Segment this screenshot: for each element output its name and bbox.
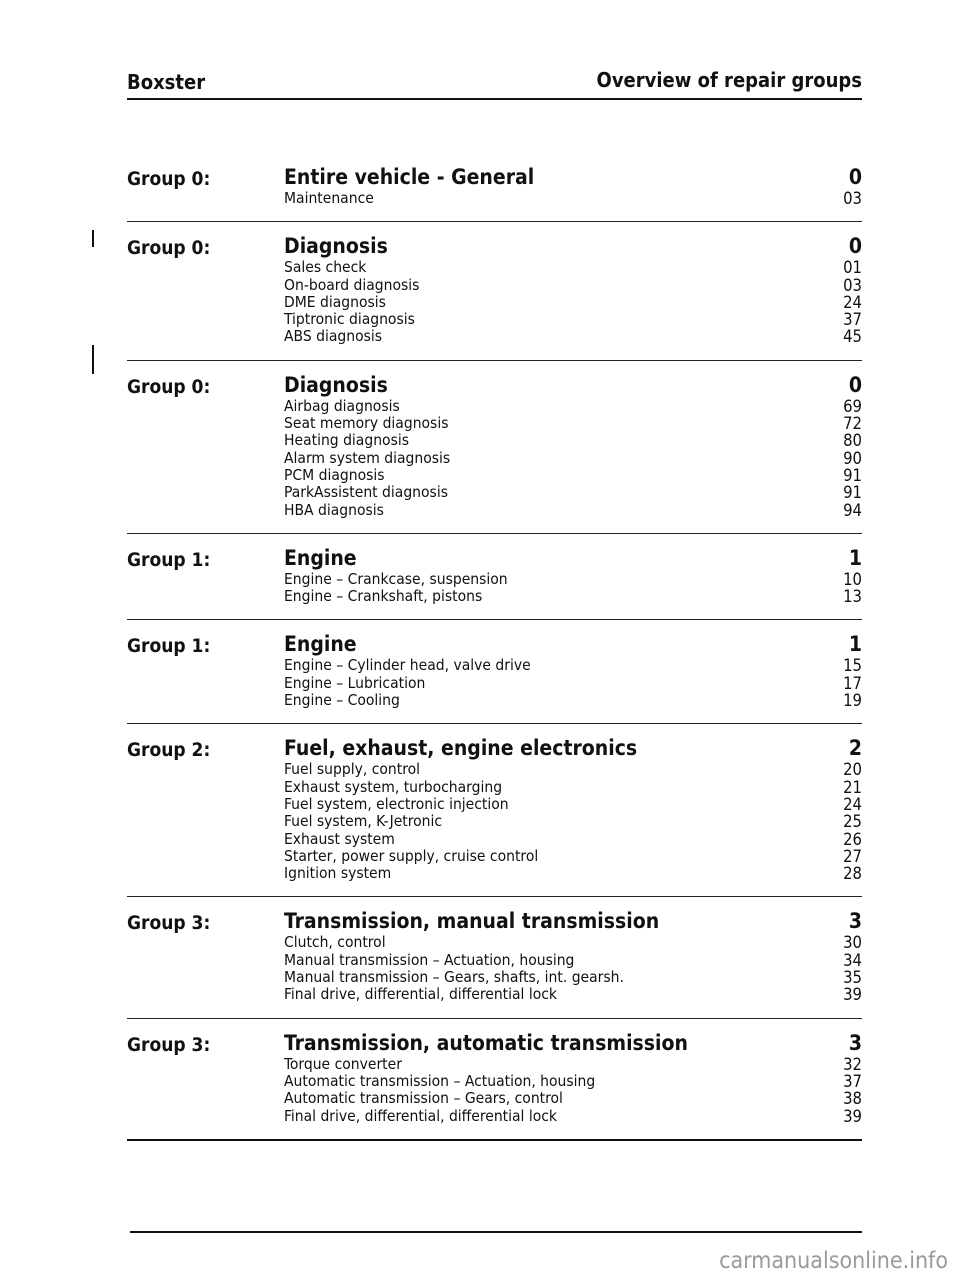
subgroup-row bbox=[284, 865, 862, 882]
subgroup-title: Clutch, control bbox=[284, 933, 386, 952]
subgroup-number: 13 bbox=[843, 587, 862, 607]
subgroup-title: Fuel supply, control bbox=[284, 760, 420, 779]
subgroup-title: ParkAssistent diagnosis bbox=[284, 483, 448, 502]
subgroup-number: 35 bbox=[843, 968, 862, 988]
subgroup-title: Engine – Crankcase, suspension bbox=[284, 569, 508, 588]
subgroup-list bbox=[284, 1056, 862, 1125]
subgroup-number: 24 bbox=[843, 292, 862, 312]
page-header bbox=[127, 70, 862, 98]
subgroup-number: 69 bbox=[843, 396, 862, 416]
group-number: 0 bbox=[848, 372, 862, 397]
subgroup-number: 39 bbox=[843, 1106, 862, 1126]
subgroup-title: Manual transmission – Gears, shafts, int. gearsh. bbox=[284, 968, 624, 987]
subgroup-row bbox=[284, 467, 862, 484]
subgroup-title: Final drive, differential, differential lock bbox=[284, 985, 558, 1004]
repair-group bbox=[127, 909, 862, 1018]
subgroup-number: 37 bbox=[843, 310, 862, 330]
subgroup-row bbox=[284, 259, 862, 276]
group-label: Group 3: bbox=[127, 1033, 211, 1056]
change-marker bbox=[92, 230, 94, 247]
group-title-row bbox=[284, 546, 862, 570]
subgroup-number: 34 bbox=[843, 950, 862, 970]
subgroup-number: 21 bbox=[843, 777, 862, 797]
subgroup-title: Maintenance bbox=[284, 189, 374, 207]
group-number: 1 bbox=[848, 632, 862, 657]
subgroup-number: 15 bbox=[843, 656, 862, 676]
subgroup-number: 45 bbox=[843, 327, 862, 347]
subgroup-row bbox=[284, 398, 862, 415]
subgroup-row bbox=[284, 813, 862, 830]
subgroup-row bbox=[284, 952, 862, 969]
subgroup-row bbox=[284, 848, 862, 865]
group-body bbox=[284, 632, 862, 709]
subgroup-number: 27 bbox=[843, 846, 862, 866]
subgroup-row bbox=[284, 1056, 862, 1073]
subgroup-title: Sales check bbox=[284, 258, 367, 277]
header-model: Boxster bbox=[127, 70, 206, 94]
repair-group bbox=[127, 373, 862, 534]
subgroup-row bbox=[284, 1090, 862, 1107]
group-number: 0 bbox=[848, 234, 862, 259]
group-title-row bbox=[284, 373, 862, 397]
group-title: Fuel, exhaust, engine electronics bbox=[284, 736, 638, 761]
subgroup-number: 94 bbox=[843, 500, 862, 520]
subgroup-list bbox=[284, 934, 862, 1003]
group-body bbox=[284, 1031, 862, 1125]
subgroup-row bbox=[284, 831, 862, 848]
subgroup-number: 37 bbox=[843, 1071, 862, 1091]
subgroup-title: Ignition system bbox=[284, 864, 392, 883]
repair-group bbox=[127, 736, 862, 897]
group-title: Engine bbox=[284, 632, 357, 657]
subgroup-list bbox=[284, 761, 862, 882]
subgroup-number: 24 bbox=[843, 794, 862, 814]
group-number: 1 bbox=[848, 545, 862, 570]
subgroup-number: 39 bbox=[843, 985, 862, 1005]
subgroup-number: 25 bbox=[843, 812, 862, 832]
subgroup-number: 03 bbox=[843, 275, 862, 295]
subgroup-row bbox=[284, 311, 862, 328]
subgroup-number: 10 bbox=[843, 569, 862, 589]
subgroup-title: Alarm system diagnosis bbox=[284, 448, 451, 467]
group-title-row bbox=[284, 165, 862, 189]
subgroup-row bbox=[284, 969, 862, 986]
group-title: Diagnosis bbox=[284, 234, 388, 259]
subgroup-row bbox=[284, 328, 862, 345]
subgroup-row bbox=[284, 588, 862, 605]
group-number: 0 bbox=[848, 165, 862, 189]
subgroup-title: Manual transmission – Actuation, housing bbox=[284, 950, 575, 969]
subgroup-number: 01 bbox=[843, 258, 862, 278]
group-title-row bbox=[284, 234, 862, 258]
subgroup-row bbox=[284, 692, 862, 709]
subgroup-number: 20 bbox=[843, 760, 862, 780]
repair-group bbox=[127, 165, 862, 222]
subgroup-title: Airbag diagnosis bbox=[284, 396, 400, 415]
group-body bbox=[284, 546, 862, 606]
subgroup-list bbox=[284, 259, 862, 345]
repair-group bbox=[127, 632, 862, 724]
subgroup-list bbox=[284, 190, 862, 207]
group-number: 3 bbox=[848, 909, 862, 934]
subgroup-list bbox=[284, 657, 862, 709]
subgroup-row bbox=[284, 657, 862, 674]
repair-group bbox=[127, 546, 862, 621]
subgroup-title: Exhaust system, turbocharging bbox=[284, 777, 503, 796]
subgroup-row bbox=[284, 502, 862, 519]
group-title: Engine bbox=[284, 545, 357, 570]
watermark: carmanualsonline.info bbox=[719, 1248, 948, 1274]
group-title: Transmission, manual transmission bbox=[284, 909, 660, 934]
subgroup-title: On-board diagnosis bbox=[284, 275, 420, 294]
group-body bbox=[284, 373, 862, 519]
group-title-row bbox=[284, 1031, 862, 1055]
subgroup-row bbox=[284, 415, 862, 432]
subgroup-number: 30 bbox=[843, 933, 862, 953]
subgroup-row bbox=[284, 484, 862, 501]
subgroup-title: Seat memory diagnosis bbox=[284, 414, 449, 433]
footer-rule bbox=[130, 1231, 862, 1233]
subgroup-number: 03 bbox=[843, 189, 862, 208]
subgroup-row bbox=[284, 1073, 862, 1090]
subgroup-row bbox=[284, 432, 862, 449]
subgroup-number: 19 bbox=[843, 691, 862, 711]
subgroup-row bbox=[284, 294, 862, 311]
subgroup-list bbox=[284, 571, 862, 606]
subgroup-title: Heating diagnosis bbox=[284, 431, 409, 450]
subgroup-row bbox=[284, 571, 862, 588]
group-number: 2 bbox=[848, 736, 862, 761]
subgroup-row bbox=[284, 1108, 862, 1125]
subgroup-number: 72 bbox=[843, 414, 862, 434]
subgroup-title: HBA diagnosis bbox=[284, 500, 384, 519]
group-label: Group 1: bbox=[127, 548, 211, 571]
subgroup-number: 17 bbox=[843, 673, 862, 693]
subgroup-row bbox=[284, 986, 862, 1003]
subgroup-row bbox=[284, 779, 862, 796]
subgroup-row bbox=[284, 450, 862, 467]
group-label: Group 0: bbox=[127, 168, 211, 190]
subgroup-title: DME diagnosis bbox=[284, 292, 386, 311]
subgroup-title: ABS diagnosis bbox=[284, 327, 383, 346]
subgroup-row bbox=[284, 934, 862, 951]
subgroup-number: 91 bbox=[843, 483, 862, 503]
subgroup-number: 91 bbox=[843, 465, 862, 485]
subgroup-title: Starter, power supply, cruise control bbox=[284, 846, 539, 865]
group-title-row bbox=[284, 632, 862, 656]
repair-group bbox=[127, 1031, 862, 1141]
subgroup-row bbox=[284, 675, 862, 692]
group-title-row bbox=[284, 909, 862, 933]
group-body bbox=[284, 736, 862, 882]
group-label: Group 0: bbox=[127, 375, 211, 398]
group-title-row bbox=[284, 736, 862, 760]
subgroup-row bbox=[284, 796, 862, 813]
group-label: Group 2: bbox=[127, 739, 211, 762]
group-body bbox=[284, 165, 862, 207]
subgroup-number: 28 bbox=[843, 864, 862, 884]
subgroup-title: Fuel system, electronic injection bbox=[284, 794, 509, 813]
group-title: Diagnosis bbox=[284, 372, 388, 397]
group-title: Transmission, automatic transmission bbox=[284, 1030, 688, 1055]
group-number: 3 bbox=[848, 1030, 862, 1055]
subgroup-row bbox=[284, 761, 862, 778]
subgroup-title: Final drive, differential, differential lock bbox=[284, 1106, 558, 1125]
subgroup-title: Engine – Cooling bbox=[284, 691, 400, 710]
group-label: Group 3: bbox=[127, 912, 211, 935]
subgroup-title: Engine – Cylinder head, valve drive bbox=[284, 656, 531, 675]
subgroup-list bbox=[284, 398, 862, 519]
header-rule bbox=[127, 98, 862, 100]
subgroup-title: Automatic transmission – Gears, control bbox=[284, 1089, 563, 1108]
group-body bbox=[284, 909, 862, 1003]
subgroup-row bbox=[284, 190, 862, 207]
subgroup-title: Fuel system, K-Jetronic bbox=[284, 812, 443, 831]
group-body bbox=[284, 234, 862, 345]
subgroup-number: 80 bbox=[843, 431, 862, 451]
group-title: Entire vehicle - General bbox=[284, 165, 535, 189]
subgroup-row bbox=[284, 277, 862, 294]
subgroup-title: Tiptronic diagnosis bbox=[284, 310, 415, 329]
repair-group bbox=[127, 234, 862, 360]
subgroup-title: Engine – Lubrication bbox=[284, 673, 426, 692]
subgroup-number: 38 bbox=[843, 1089, 862, 1109]
subgroup-title: PCM diagnosis bbox=[284, 465, 385, 484]
subgroup-title: Engine – Crankshaft, pistons bbox=[284, 587, 483, 606]
subgroup-title: Automatic transmission – Actuation, housing bbox=[284, 1071, 596, 1090]
group-label: Group 0: bbox=[127, 237, 211, 260]
subgroup-number: 32 bbox=[843, 1054, 862, 1074]
change-marker bbox=[92, 345, 94, 374]
repair-groups-list bbox=[127, 165, 862, 1153]
group-label: Group 1: bbox=[127, 635, 211, 658]
subgroup-number: 90 bbox=[843, 448, 862, 468]
header-section-title: Overview of repair groups bbox=[596, 68, 862, 92]
subgroup-title: Torque converter bbox=[284, 1054, 402, 1073]
subgroup-number: 26 bbox=[843, 829, 862, 849]
subgroup-title: Exhaust system bbox=[284, 829, 395, 848]
